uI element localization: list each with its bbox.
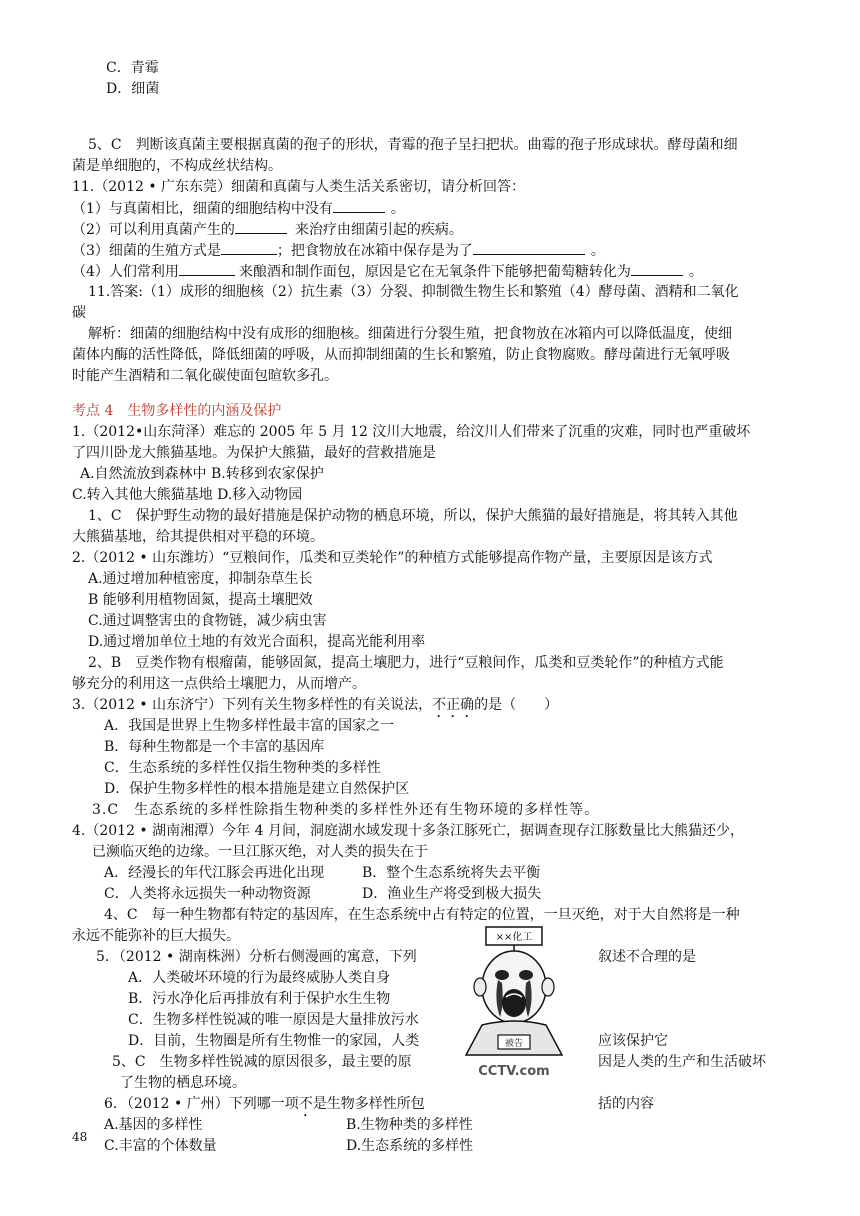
answer-text: 碳 [72, 305, 86, 321]
watermark-text: CCTV.com [478, 1064, 550, 1079]
question-option: D．渔业生产将受到极大损失 [362, 886, 542, 902]
answer-blank [179, 261, 235, 276]
question-stem: 11.（2012 • 广东东莞）细菌和真菌与人类生活关系密切，请分析回答： [72, 179, 526, 195]
question-option: C.转入其他大熊猫基地 D.移入动物园 [72, 487, 303, 503]
cartoon-drawing [452, 925, 582, 1085]
question-stem: 2.（2012 • 山东潍坊）“豆粮间作，瓜类和豆类轮作”的种植方式能够提高作物产量，主要原因是该方式 [72, 550, 713, 566]
answer-blank [221, 240, 277, 255]
badge-text: 被告 [504, 1039, 524, 1049]
question-option: B．每种生物都是一个丰富的基因库 [104, 739, 325, 755]
text: （1）与真菌相比，细菌的细胞结构中没有 [72, 201, 333, 217]
text: （3）细菌的生殖方式是 [72, 243, 221, 259]
answer-blank [473, 240, 585, 255]
answer-text: 5、C 判断该真菌主要根据真菌的孢子的形状，青霉的孢子呈扫把状。曲霉的孢子形成球状。酵母菌和细 [88, 137, 738, 153]
option-c: C．青霉 [106, 60, 159, 76]
question-stem: 叙述不合理的是 [598, 949, 696, 965]
answer-text: 4、C 每一种生物都有特定的基因库，在生态系统中占有特定的位置，一旦灭绝，对于大自然将是一种 [104, 907, 740, 923]
question-option: B 能够利用植物固氮，提高土壤肥效 [88, 592, 313, 608]
question-option: B．污水净化后再排放有利于保护水生生物 [128, 991, 391, 1007]
question-option: A.通过增加种植密度，抑制杂草生长 [88, 571, 313, 587]
question-stem: 括的内容 [598, 1096, 654, 1112]
question-option: A.基因的多样性 [104, 1117, 203, 1133]
text: ；把食物放在冰箱中保存是为了 [276, 243, 473, 259]
answer-text: 因是人类的生产和生活破坏 [598, 1054, 766, 1070]
pollution-cartoon [452, 925, 582, 1085]
text: 来治疗由细菌引起的疾病。 [294, 222, 463, 238]
question-option: C．生物多样性锐减的唯一原因是大量排放污水 [128, 1012, 419, 1028]
question-sub [72, 198, 405, 220]
answer-text: 菌是单细胞的，不构成丝状结构。 [72, 158, 282, 174]
question-option: C．生态系统的多样性仅指生物种类的多样性 [104, 760, 381, 776]
answer-text: 永远不能弥补的巨大损失。 [72, 928, 240, 944]
question-option: D.生态系统的多样性 [346, 1138, 474, 1154]
question-stem: 了四川卧龙大熊猫基地。为保护大熊猫，最好的营救措施是 [72, 445, 436, 461]
text: 3.（2012 • 山东济宁）下列有关生物多样性的有关说法， [72, 697, 433, 713]
section-heading: 考点 4 生物多样性的内涵及保护 [72, 403, 282, 419]
answer-text: 3.C 生态系统的多样性除指生物种类的多样性外还有生物环境的多样性等。 [92, 802, 600, 818]
question-option: A.自然流放到森林中 B.转移到农家保护 [80, 466, 324, 482]
answer-text: 1、C 保护野生动物的最好措施是保护动物的栖息环境，所以，保护大熊猫的最好措施是，将其转入其他 [88, 508, 738, 524]
question-option: C．人类将永远损失一种动物资源 [104, 886, 311, 902]
question-option: A．我国是世界上生物多样性最丰富的国家之一 [104, 718, 395, 734]
sign-text: ××化工 [495, 932, 533, 943]
text: 来酿酒和制作面包，原因是它在无氧条件下能够把葡萄糖转化为 [238, 264, 631, 280]
answer-blank [333, 198, 385, 213]
text: 是生物多样性所包 [312, 1096, 425, 1112]
text: 的是（ ） [474, 697, 559, 713]
question-option: C.通过调整害虫的食物链，减少病虫害 [88, 613, 327, 629]
question-option: C.丰富的个体数量 [104, 1138, 217, 1154]
emphasis-text: 不 [298, 1096, 313, 1112]
explanation-text: 解析：细菌的细胞结构中没有成形的细胞核。细菌进行分裂生殖，把食物放在冰箱内可以降低温度，使细 [88, 326, 732, 342]
question-sub [72, 261, 703, 283]
explanation-text: 时能产生酒精和二氧化碳使面包暄软多孔。 [72, 368, 338, 384]
question-stem: 已濒临灭绝的边缘。一旦江豚灭绝，对人类的损失在于 [92, 844, 428, 860]
answer-text: 5、C 生物多样性锐减的原因很多，最主要的原 [112, 1054, 412, 1070]
answer-text: 够充分的利用这一点供给土壤肥力，从而增产。 [72, 676, 366, 692]
text: 6．（2012 • 广州）下列哪一项 [104, 1096, 299, 1112]
question-option: D．保护生物多样性的根本措施是建立自然保护区 [104, 781, 410, 797]
text: （4）人们常利用 [72, 264, 179, 280]
question-option: D.通过增加单位土地的有效光合面积，提高光能利用率 [88, 634, 426, 650]
explanation-text: 菌体内酶的活性降低，降低细菌的呼吸，从而抑制细菌的生长和繁殖，防止食物腐败。酵母菌进行无氧呼吸 [72, 347, 730, 363]
question-option: B．整个生态系统将失去平衡 [362, 865, 541, 881]
question-option: A．人类破坏环境的行为最终威胁人类自身 [128, 970, 391, 986]
answer-blank [235, 219, 287, 234]
question-option: B.生物种类的多样性 [346, 1117, 473, 1133]
question-option: D．目前，生物圈是所有生物惟一的家园，人类 [128, 1033, 420, 1049]
page-number: 48 [72, 1130, 88, 1144]
answer-text: 大熊猫基地，给其提供相对平稳的环境。 [72, 529, 324, 545]
question-stem: 1.（2012•山东菏泽）难忘的 2005 年 5 月 12 汶川大地震，给汶川人们带来了沉重的灾难，同时也严重破坏 [72, 424, 751, 440]
answer-text: 11.答案:（1）成形的细胞核（2）抗生素（3）分裂、抑制微生物生长和繁殖（4）酵母菌、酒精和二氧化 [88, 284, 739, 300]
question-stem: 5．（2012 • 湖南株洲）分析右侧漫画的寓意，下列 [96, 949, 417, 965]
answer-text: 了生物的栖息环境。 [120, 1075, 246, 1091]
text: 。 [688, 264, 703, 280]
text: （2）可以利用真菌产生的 [72, 222, 235, 238]
question-stem: 4.（2012 • 湖南湘潭）今年 4 月间，洞庭湖水域发现十多条江豚死亡，据调查现存江豚数量比大熊猫还少， [72, 823, 744, 839]
text: 。 [390, 201, 405, 217]
answer-text: 2、B 豆类作物有根瘤菌，能够固氮，提高土壤肥力，进行“豆粮间作，瓜类和豆类轮作”的种植方式能 [88, 655, 724, 671]
answer-blank [631, 261, 683, 276]
question-option: 应该保护它 [598, 1033, 668, 1049]
question-sub [72, 219, 463, 241]
question-option: A．经漫长的年代江豚会再进化出现 [104, 865, 325, 881]
emphasis-text: 不正确 [432, 697, 475, 713]
option-d: D．细菌 [106, 81, 160, 97]
text: 。 [590, 243, 605, 259]
question-sub [72, 240, 605, 262]
